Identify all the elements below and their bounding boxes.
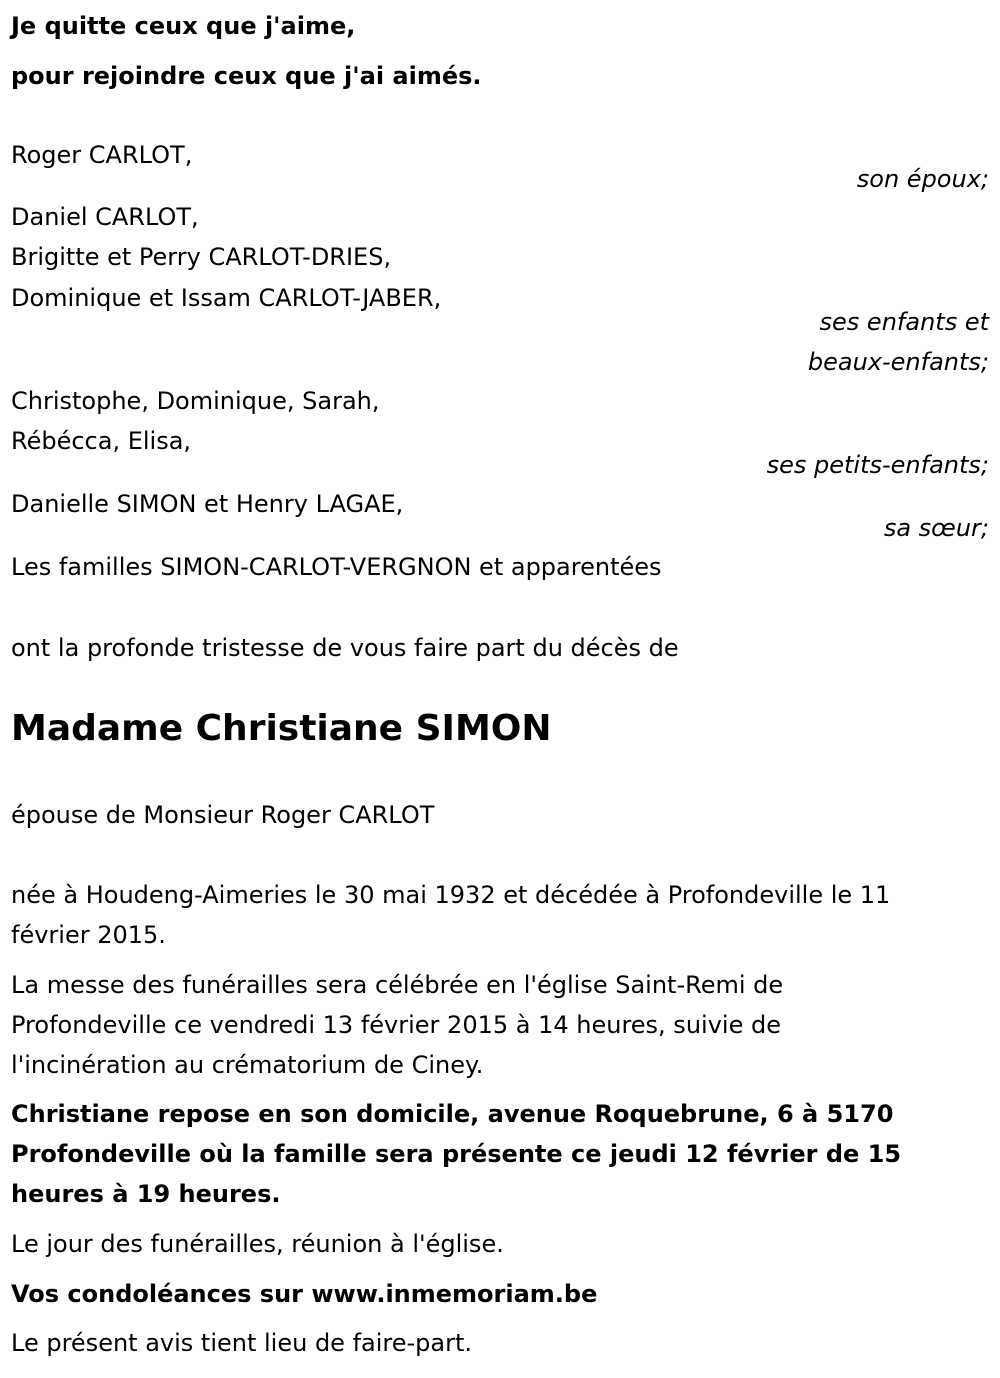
grandchildren-role: ses petits-enfants; bbox=[766, 451, 989, 479]
quote-line-1: Je quitte ceux que j'aime, bbox=[11, 12, 356, 40]
condolences-line: Vos condoléances sur www.inmemoriam.be bbox=[11, 1280, 598, 1308]
announcement-line: ont la profonde tristesse de vous faire part du décès de bbox=[11, 634, 679, 662]
children-role-line-1: ses enfants et bbox=[819, 308, 989, 336]
child-name-3: Dominique et Issam CARLOT-JABER, bbox=[11, 284, 442, 312]
spouse-of-line: épouse de Monsieur Roger CARLOT bbox=[11, 801, 435, 829]
notice-line: Le présent avis tient lieu de faire-part. bbox=[11, 1329, 473, 1357]
visitation-line-2: Profondeville où la famille sera présente ce jeudi 12 février de 15 bbox=[11, 1140, 902, 1168]
visitation-line-1: Christiane repose en son domicile, avenue Roquebrune, 6 à 5170 bbox=[11, 1100, 894, 1128]
deceased-name: Madame Christiane SIMON bbox=[11, 708, 552, 749]
birth-death-line-1: née à Houdeng-Aimeries le 30 mai 1932 et décédée à Profondeville le 11 bbox=[11, 881, 891, 909]
funeral-line-1: La messe des funérailles sera célébrée en l'église Saint-Remi de bbox=[11, 971, 784, 999]
spouse-name: Roger CARLOT, bbox=[11, 141, 193, 169]
grandchildren-line-2: Rébécca, Elisa, bbox=[11, 427, 192, 455]
funeral-line-3: l'incinération au crématorium de Ciney. bbox=[11, 1051, 484, 1079]
child-name-1: Daniel CARLOT, bbox=[11, 203, 199, 231]
visitation-line-3: heures à 19 heures. bbox=[11, 1180, 281, 1208]
birth-death-line-2: février 2015. bbox=[11, 921, 166, 949]
families-line: Les familles SIMON-CARLOT-VERGNON et apparentées bbox=[11, 553, 662, 581]
grandchildren-line-1: Christophe, Dominique, Sarah, bbox=[11, 387, 380, 415]
child-name-2: Brigitte et Perry CARLOT-DRIES, bbox=[11, 243, 392, 271]
sister-name: Danielle SIMON et Henry LAGAE, bbox=[11, 490, 404, 518]
sister-role: sa sœur; bbox=[883, 514, 989, 542]
meeting-line: Le jour des funérailles, réunion à l'église. bbox=[11, 1230, 504, 1258]
children-role-line-2: beaux-enfants; bbox=[807, 348, 989, 376]
spouse-role: son époux; bbox=[856, 165, 989, 193]
funeral-line-2: Profondeville ce vendredi 13 février 2015 à 14 heures, suivie de bbox=[11, 1011, 781, 1039]
quote-line-2: pour rejoindre ceux que j'ai aimés. bbox=[11, 62, 482, 90]
